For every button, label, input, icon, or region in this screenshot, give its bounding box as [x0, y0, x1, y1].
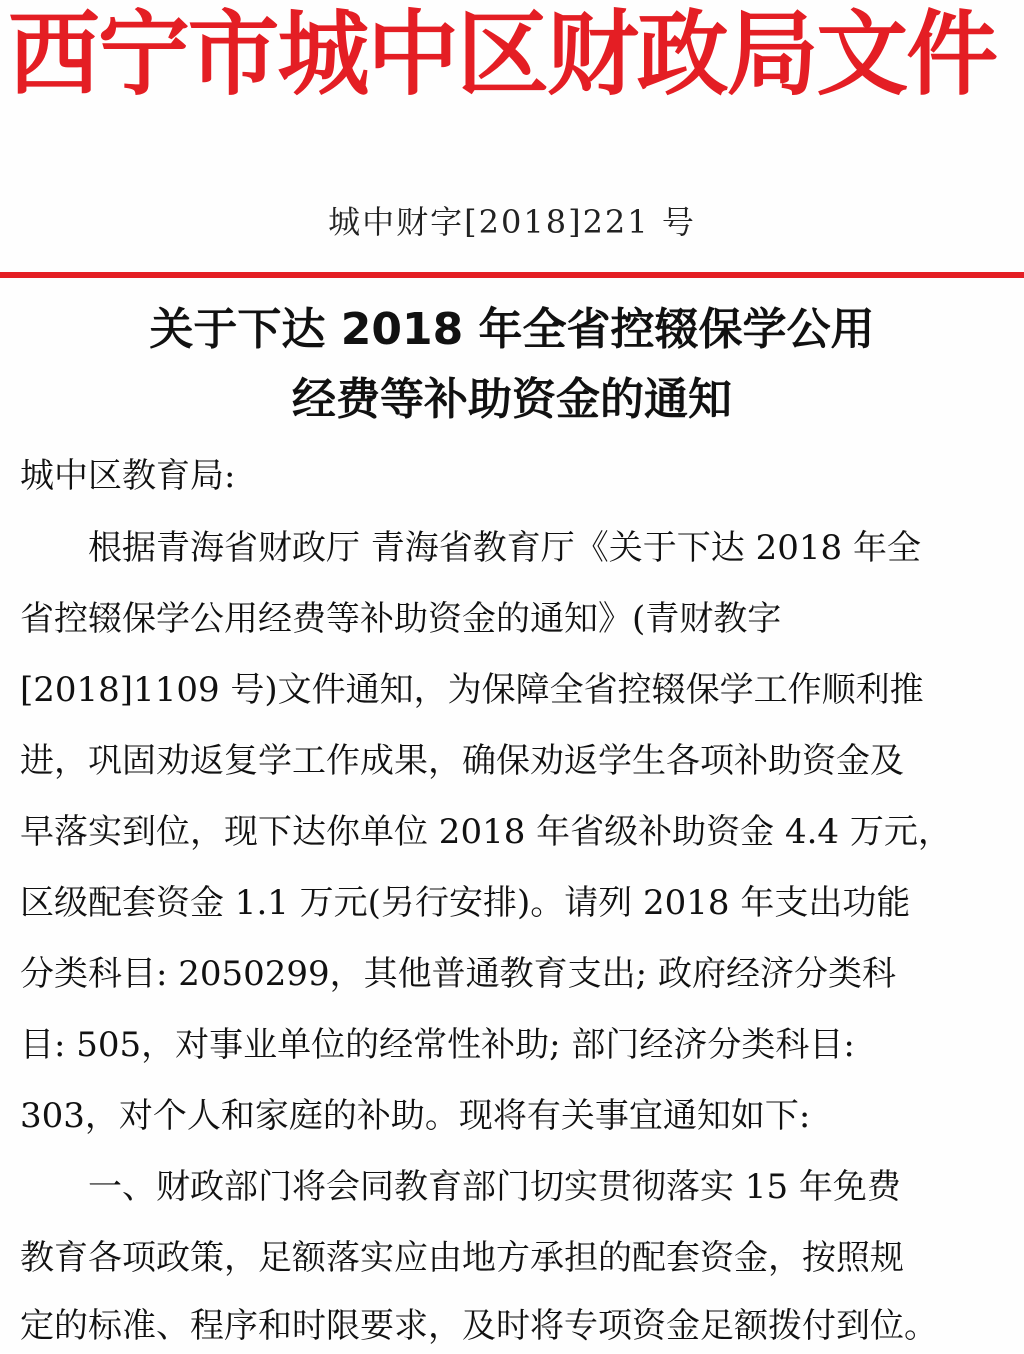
body-paragraph-line: 一、财政部门将会同教育部门切实贯彻落实 15 年免费 — [88, 1167, 901, 1207]
org-header-title: 西宁市城中区财政局文件 — [8, 0, 997, 108]
body-paragraph-line: [2018]1109 号)文件通知，为保障全省控辍保学工作顺利推 — [20, 670, 924, 710]
body-paragraph-line: 303，对个人和家庭的补助。现将有关事宜通知如下: — [20, 1096, 811, 1136]
red-divider — [0, 272, 1024, 278]
body-paragraph-line: 省控辍保学公用经费等补助资金的通知》(青财教字 — [20, 599, 782, 639]
body-paragraph-line: 区级配套资金 1.1 万元(另行安排)。请列 2018 年支出功能 — [20, 883, 911, 923]
notice-title-line-1: 关于下达 2018 年全省控辍保学公用 — [149, 304, 875, 355]
notice-title-line-2: 经费等补助资金的通知 — [292, 374, 732, 425]
document-number: 城中财字[2018]221 号 — [328, 203, 696, 241]
body-paragraph-line: 进，巩固劝返复学工作成果，确保劝返学生各项补助资金及 — [20, 741, 904, 781]
body-paragraph-line: 教育各项政策，足额落实应由地方承担的配套资金，按照规 — [20, 1238, 904, 1278]
body-paragraph-line: 根据青海省财政厅 青海省教育厅《关于下达 2018 年全 — [88, 528, 921, 568]
body-paragraph-line: 定的标准、程序和时限要求，及时将专项资金足额拨付到位。 — [20, 1306, 938, 1346]
body-paragraph-line: 分类科目: 2050299，其他普通教育支出; 政府经济分类科 — [20, 954, 896, 994]
body-paragraph-line: 早落实到位，现下达你单位 2018 年省级补助资金 4.4 万元， — [20, 812, 952, 852]
body-paragraph-line: 目: 505，对事业单位的经常性补助; 部门经济分类科目: — [20, 1025, 855, 1065]
recipient: 城中区教育局: — [20, 456, 236, 496]
